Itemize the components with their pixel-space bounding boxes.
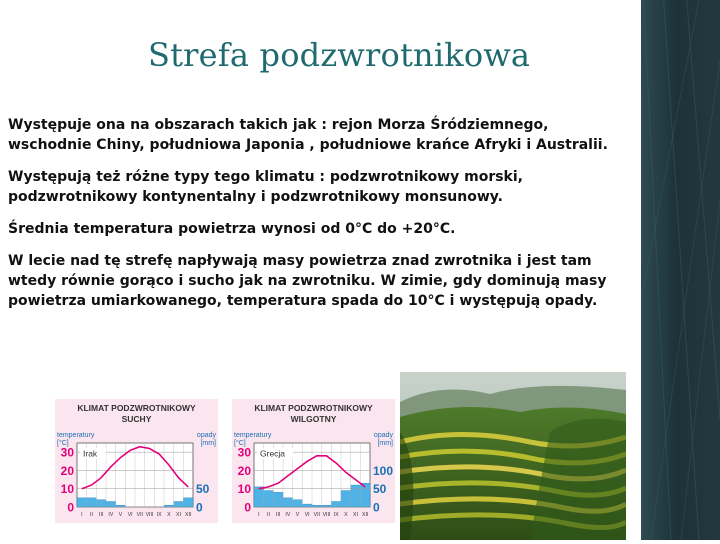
precipitation-bar (283, 498, 293, 507)
precipitation-bar (87, 498, 97, 507)
station-label: Irak (83, 448, 98, 459)
paragraph-regions: Występuje ona na obszarach takich jak : rejon Morza Śródziemnego, wschodnie Chiny, południowa Japonia , południowe krańce Afryki i Australii. (8, 117, 608, 153)
month-label: VII (136, 512, 144, 518)
month-label: XII (361, 512, 369, 518)
precipitation-bar (183, 498, 193, 507)
landscape-image (400, 372, 626, 540)
precipitation-bar (273, 492, 283, 507)
precipitation-axis-unit: [mm] (200, 440, 216, 447)
precipitation-axis-unit: [mm] (377, 440, 393, 447)
temperature-tick-label: 0 (67, 500, 74, 515)
temperature-tick-label: 30 (237, 445, 251, 460)
chart-title-line1: KLIMAT PODZWROTNIKOWY (77, 403, 196, 413)
precipitation-tick-label: 50 (373, 482, 387, 497)
precipitation-bar (77, 498, 87, 507)
month-label: VI (127, 512, 133, 518)
precipitation-bar (341, 491, 351, 507)
precipitation-tick-label: 0 (196, 500, 203, 515)
paragraph-seasons: W lecie nad tę strefę napływają masy powietrza znad zwrotnika i jest tam wtedy równie gorąco i sucho jak na zwrotniku. W zimie, gdy dominują masy powietrza umiarkowanego, temperatura spada do 10°C i występują opady. (8, 253, 607, 309)
temperature-tick-label: 0 (244, 500, 251, 515)
temperature-axis-unit: [°C] (234, 440, 246, 447)
precipitation-bar (174, 502, 184, 507)
decorative-side-band (641, 0, 720, 540)
precipitation-bar (264, 491, 274, 507)
climate-chart-humid (232, 399, 395, 523)
slide-title: Strefa podzwrotnikowa (148, 36, 531, 74)
month-label: IV (108, 512, 114, 518)
precipitation-bar (331, 502, 341, 507)
precipitation-bar (351, 485, 361, 507)
climate-chart-humid-svg (232, 399, 395, 523)
month-label: VIII (322, 512, 331, 518)
precipitation-bar (116, 505, 126, 507)
precipitation-tick-label: 0 (373, 500, 380, 515)
slide-body-text (8, 115, 626, 323)
month-label: X (344, 512, 348, 518)
paragraph-climate-types: Występują też różne typy tego klimatu : podzwrotnikowy morski, podzwrotnikowy kontynentalny i podzwrotnikowy monsunowy. (8, 169, 523, 205)
month-label: V (295, 512, 300, 518)
month-label: IX (333, 512, 339, 518)
precipitation-bar (322, 505, 332, 507)
month-label: II (267, 512, 270, 518)
precipitation-axis-label: opady (196, 432, 216, 439)
month-label: I (258, 512, 260, 518)
precipitation-bar (106, 502, 116, 507)
precipitation-bar (96, 500, 106, 507)
precipitation-tick-label: 50 (196, 482, 210, 497)
climate-chart-dry (55, 399, 218, 523)
precipitation-bar (312, 505, 322, 507)
chart-title-line2: SUCHY (121, 414, 152, 424)
paragraph-temperature: Średnia temperatura powietrza wynosi od 0°C do +20°C. (8, 221, 456, 237)
temperature-tick-label: 20 (237, 463, 251, 478)
climate-chart-dry-svg (55, 399, 218, 523)
month-label: X (167, 512, 171, 518)
chart-title-line1: KLIMAT PODZWROTNIKOWY (254, 403, 373, 413)
month-label: III (276, 512, 281, 518)
temperature-tick-label: 30 (60, 445, 74, 460)
month-label: XI (353, 512, 358, 518)
precipitation-tick-label: 100 (373, 463, 394, 478)
month-label: XII (184, 512, 192, 518)
month-label: V (118, 512, 123, 518)
precipitation-bar (302, 504, 312, 507)
month-label: IV (285, 512, 291, 518)
month-label: III (99, 512, 104, 518)
temperature-tick-label: 20 (60, 463, 74, 478)
station-label: Grecja (260, 448, 286, 459)
temperature-axis-unit: [°C] (57, 440, 69, 447)
temperature-tick-label: 10 (237, 482, 251, 497)
month-label: VI (304, 512, 310, 518)
precipitation-bar (164, 505, 174, 507)
month-label: XI (176, 512, 181, 518)
month-label: I (81, 512, 83, 518)
month-label: VII (313, 512, 321, 518)
precipitation-bar (254, 487, 264, 507)
precipitation-axis-label: opady (373, 432, 393, 439)
chart-title-line2: WILGOTNY (290, 414, 337, 424)
month-label: II (90, 512, 93, 518)
temperature-axis-label: temperatury (57, 432, 95, 439)
terraced-landscape-photo (400, 372, 626, 540)
temperature-axis-label: temperatury (234, 432, 272, 439)
temperature-tick-label: 10 (60, 482, 74, 497)
month-label: VIII (145, 512, 154, 518)
precipitation-bar (293, 500, 303, 507)
month-label: IX (156, 512, 162, 518)
